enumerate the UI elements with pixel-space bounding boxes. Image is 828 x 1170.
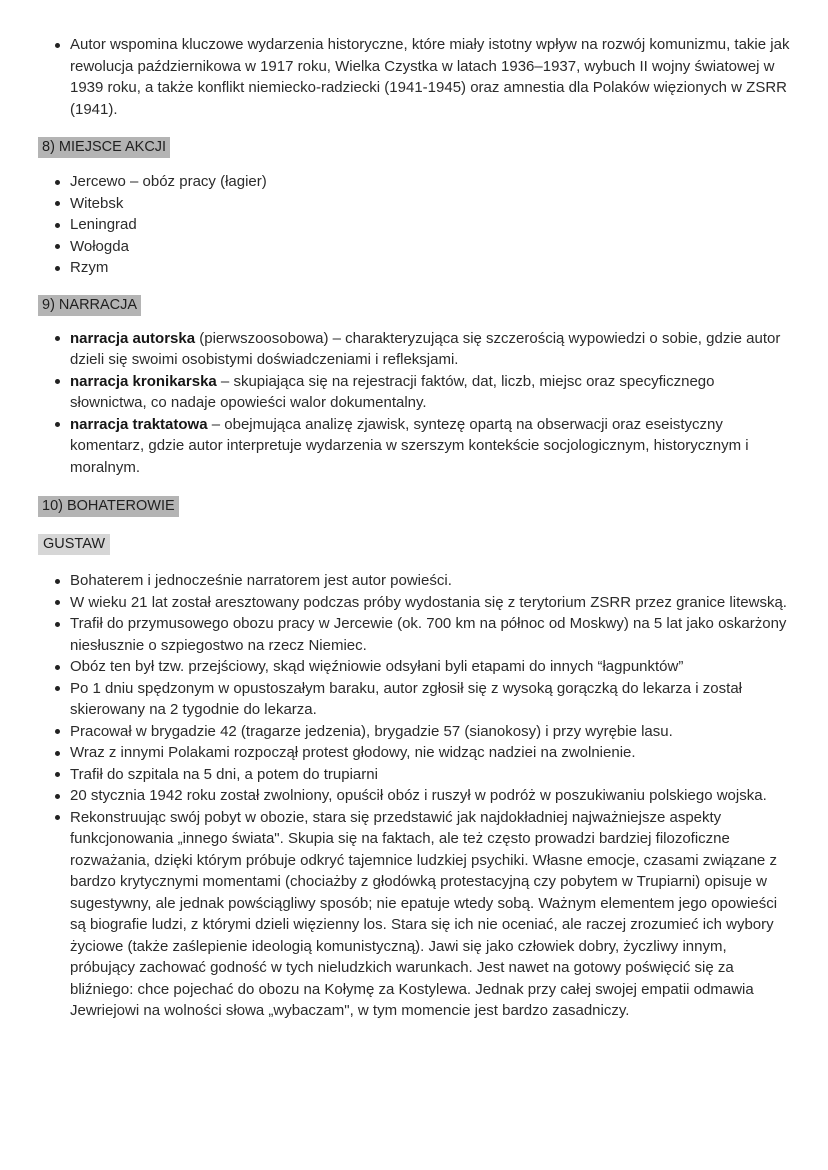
list-item-lead: narracja kronikarska xyxy=(70,372,217,390)
list-item: Jercewo – obóz pracy (łagier) xyxy=(38,171,790,193)
list-item: Po 1 dniu spędzonym w opustoszałym baraku, autor zgłosił się z wysoką gorączką do lekarza i został skierowany na 2 tygodnie do lekarza. xyxy=(38,678,790,721)
list-item xyxy=(38,328,790,371)
bohaterowie-list xyxy=(38,570,790,1022)
list-item xyxy=(38,371,790,414)
heading-highlight: 10) BOHATEROWIE xyxy=(38,496,179,517)
list-item: Autor wspomina kluczowe wydarzenia historyczne, które miały istotny wpływ na rozwój komunizmu, takie jak rewolucja październikowa w 1917 roku, Wielka Czystka w latach 1936–1937, wybuch II wojny światowej w 1939 roku, a także konflikt niemiecko-radziecki (1941-1945) oraz amnestia dla Polaków więzionych w ZSRR (1941). xyxy=(38,34,790,120)
heading-highlight: 8) MIEJSCE AKCJI xyxy=(38,137,170,158)
list-item: 20 stycznia 1942 roku został zwolniony, opuścił obóz i ruszył w podróż w poszukiwaniu polskiego wojska. xyxy=(38,785,790,807)
section-heading-narracja xyxy=(38,295,790,315)
list-item-text: (pierwszoosobowa) – charakteryzująca się szczerością wypowiedzi o sobie, gdzie autor dzieli się swoimi osobistymi doświadczeniami i refleksjami. xyxy=(70,329,781,368)
subheading-gustaw xyxy=(38,534,790,554)
narracja-list xyxy=(38,328,790,479)
list-item: Pracował w brygadzie 42 (tragarze jedzenia), brygadzie 57 (sianokosy) i przy wyrębie lasu. xyxy=(38,721,790,743)
list-item: Rekonstruując swój pobyt w obozie, stara się przedstawić jak najdokładniej najważniejsze aspekty funkcjonowania „innego świata". Skupia się na faktach, ale też często prowadzi bardziej filozoficzne rozważania, dzięki którym próbuje odkryć tajemnice ludzkiej psychiki. Własne emocje, czasami związane z bardzo krytycznymi momentami (chociażby z głodówką protestacyjną czy pobytem w Trupiarni) opisuje w sugestywny, ale jednak powściągliwy sposób; nie epatuje wtedy sobą. Ważnym elementem jego opowieści są biografie ludzi, z którymi dzieli więzienny los. Stara się ich nie oceniać, ale raczej zrozumieć ich wybory życiowe (także zaślepienie ideologią komunistyczną). Jawi się jako człowiek dobry, życzliwy innym, próbujący zachować godność w tych nieludzkich warunkach. Jest nawet na gotowy poświęcić się za bliźniego: chce pojechać do obozu na Kołymę za Kostylewa. Jednak przy całej swojej empatii odmawia Jewriejowi na wolności słowa „wybaczam", w tym momencie jest bardzo zasadniczy. xyxy=(38,807,790,1022)
list-item: Rzym xyxy=(38,257,790,279)
list-item-text: – obejmująca analizę zjawisk, syntezę opartą na obserwacji oraz eseistyczny komentarz, gdzie autor interpretuje wydarzenia w szerszym kontekście socjologicznym, historycznym i moralnym. xyxy=(70,415,749,476)
list-item: Wraz z innymi Polakami rozpoczął protest głodowy, nie widząc nadziei na zwolnienie. xyxy=(38,742,790,764)
list-item: Leningrad xyxy=(38,214,790,236)
list-item: Trafił do przymusowego obozu pracy w Jercewie (ok. 700 km na północ od Moskwy) na 5 lat jako oskarżony niesłusznie o szpiegostwo na rzecz Niemiec. xyxy=(38,613,790,656)
list-item: Witebsk xyxy=(38,193,790,215)
section-heading-miejsce-akcji xyxy=(38,137,790,157)
intro-block xyxy=(38,34,790,120)
list-item xyxy=(38,414,790,479)
list-item: Wołogda xyxy=(38,236,790,258)
subheading-highlight: GUSTAW xyxy=(38,534,110,555)
list-item: Bohaterem i jednocześnie narratorem jest autor powieści. xyxy=(38,570,790,592)
intro-bullet-list xyxy=(38,34,790,120)
heading-highlight: 9) NARRACJA xyxy=(38,295,141,316)
list-item: W wieku 21 lat został aresztowany podczas próby wydostania się z terytorium ZSRR przez granice litewską. xyxy=(38,592,790,614)
miejsce-akcji-list xyxy=(38,171,790,279)
list-item: Trafił do szpitala na 5 dni, a potem do trupiarni xyxy=(38,764,790,786)
list-item: Obóz ten był tzw. przejściowy, skąd więźniowie odsyłani byli etapami do innych “łagpunktów” xyxy=(38,656,790,678)
section-heading-bohaterowie xyxy=(38,496,790,516)
list-item-lead: narracja traktatowa xyxy=(70,415,208,433)
list-item-lead: narracja autorska xyxy=(70,329,196,347)
list-item-text: – skupiająca się na rejestracji faktów, dat, liczb, miejsc oraz specyficznego słownictwa, co nadaje opowieści walor dokumentalny. xyxy=(70,372,715,411)
